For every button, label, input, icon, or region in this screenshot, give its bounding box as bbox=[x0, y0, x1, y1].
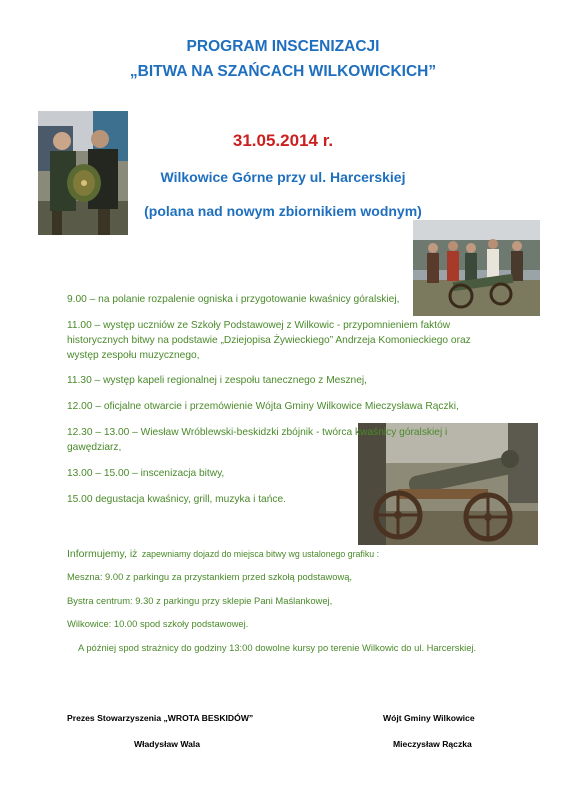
event-location-detail: (polana nad nowym zbiornikiem wodnym) bbox=[144, 203, 422, 219]
schedule-item: 11.00 – występ uczniów ze Szkoły Podstawowej z Wilkowic - przypomnieniem faktów historycznych bitwy na podstawie „Dziejopisa Żywieckiego” Andrzeja Komonieckiego oraz występ zespołu muzycznego, bbox=[67, 320, 471, 361]
signature-right-name: Mieczysław Rączka bbox=[393, 739, 472, 749]
transport-note: A później spod strażnicy do godziny 13:00 dowolne kursy po terenie Wilkowic do ul. Harcerskiej. bbox=[78, 642, 477, 653]
schedule-item: 13.00 – 15.00 – inscenizacja bitwy, bbox=[67, 468, 225, 479]
transport-line: Wilkowice: 10.00 spod szkoły podstawowej. bbox=[67, 618, 249, 629]
program-title: PROGRAM INSCENIZACJI bbox=[186, 38, 380, 55]
transport-intro bbox=[67, 544, 497, 562]
signature-right-title: Wójt Gminy Wilkowice bbox=[383, 713, 475, 723]
cannon-crowd-photo bbox=[413, 220, 540, 316]
transport-intro-rest: zapewniamy dojazd do miejsca bitwy wg ustalonego grafiku : bbox=[141, 549, 380, 559]
schedule-item: 9.00 – na polanie rozpalenie ogniska i przygotowanie kwaśnicy góralskiej, bbox=[67, 294, 400, 305]
event-location: Wilkowice Górne przy ul. Harcerskiej bbox=[160, 169, 406, 185]
schedule-item: 12.30 – 13.00 – Wiesław Wróblewski-beskidzki zbójnik - twórca kwaśnicy góralskiej i gawędziarz, bbox=[67, 427, 448, 453]
signature-left-title: Prezes Stowarzyszenia „WROTA BESKIDÓW” bbox=[67, 713, 254, 723]
transport-intro-lead: Informujemy, iż bbox=[67, 548, 138, 560]
event-date: 31.05.2014 r. bbox=[232, 131, 334, 150]
schedule-item: 15.00 degustacja kwaśnicy, grill, muzyka i tańce. bbox=[67, 494, 286, 505]
event-title: „BITWA NA SZAŃCACH WILKOWICKICH” bbox=[129, 63, 437, 80]
transport-line: Meszna: 9.00 z parkingu za przystankiem przed szkołą podstawową, bbox=[67, 571, 353, 582]
transport-line: Bystra centrum: 9.30 z parkingu przy sklepie Pani Maślankowej, bbox=[67, 595, 333, 606]
schedule-item: 11.30 – występ kapeli regionalnej i zespołu tanecznego z Mesznej, bbox=[67, 375, 367, 386]
warriors-photo bbox=[38, 111, 128, 235]
signature-left-name: Władysław Wala bbox=[134, 739, 201, 749]
schedule-item: 12.00 – oficjalne otwarcie i przemówienie Wójta Gminy Wilkowice Mieczysława Rączki, bbox=[67, 401, 459, 412]
